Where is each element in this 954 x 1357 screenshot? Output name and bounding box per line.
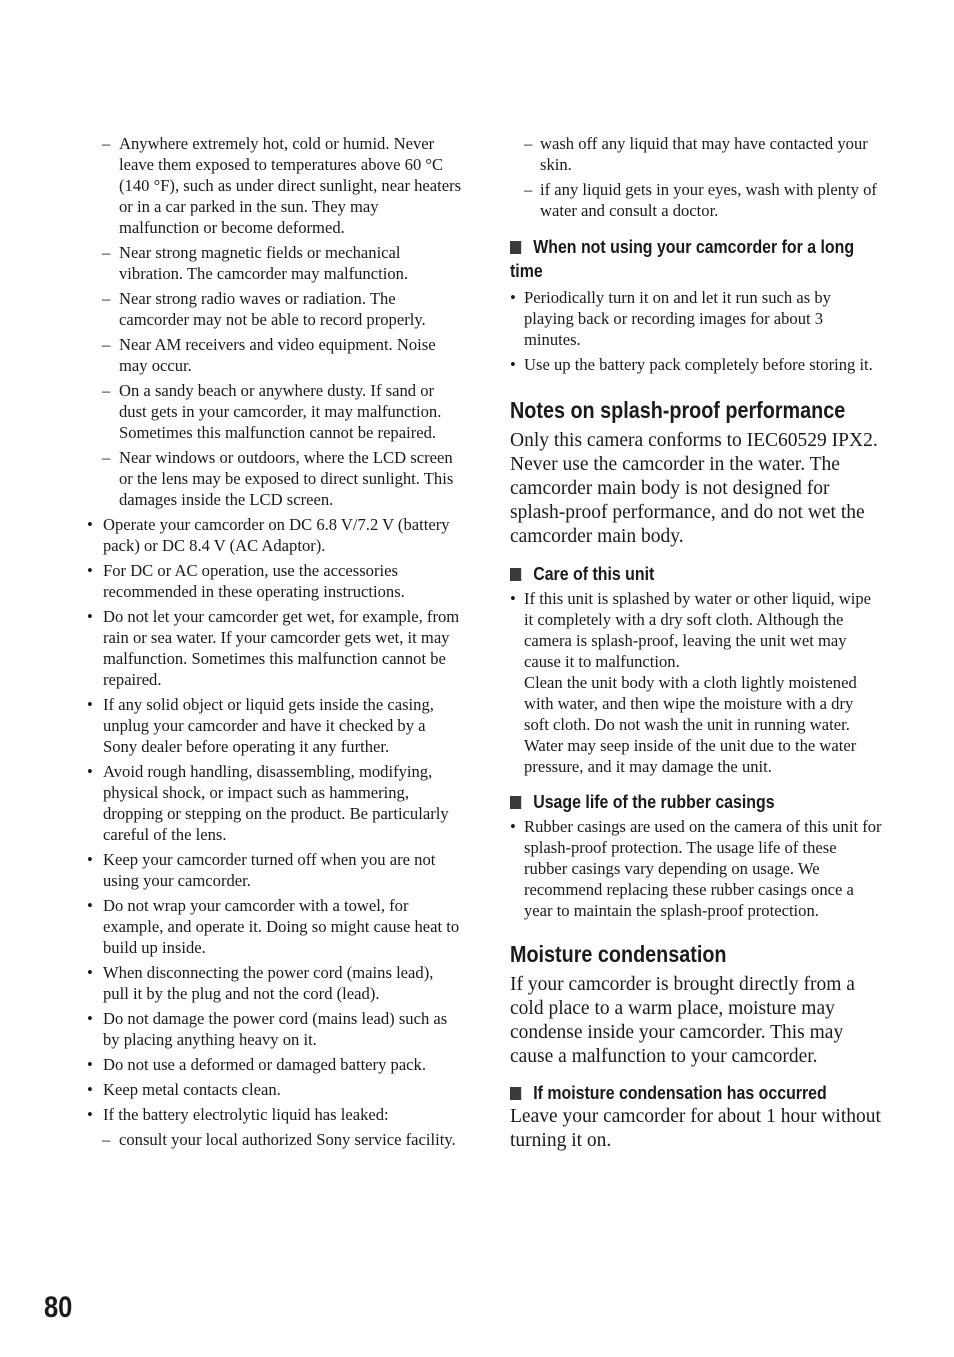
list-item-text: Do not use a deformed or damaged battery pack.	[103, 1055, 426, 1074]
right-column	[510, 133, 882, 1153]
list-item-text: Periodically turn it on and let it run such as by playing back or recording images for about 3 minutes.	[524, 288, 831, 349]
list-marker: •	[510, 355, 516, 374]
list-item	[86, 849, 462, 891]
list-marker: •	[87, 896, 93, 915]
list-item-text: Near strong magnetic fields or mechanical vibration. The camcorder may malfunction.	[119, 243, 409, 283]
list-item-text: Do not wrap your camcorder with a towel, for example, and operate it. Doing so might cause heat to build up inside.	[103, 896, 460, 957]
list-marker: •	[87, 963, 93, 982]
list-item	[510, 179, 882, 221]
list-item-text: Operate your camcorder on DC 6.8 V/7.2 V (battery pack) or DC 8.4 V (AC Adaptor).	[103, 515, 450, 555]
list-item	[510, 287, 882, 350]
list-item	[86, 380, 462, 443]
subheading-text: When not using your camcorder for a long time	[510, 236, 855, 281]
list-item	[86, 334, 462, 376]
moisture-heading: Moisture condensation	[510, 941, 727, 967]
list-item-text: Anywhere extremely hot, cold or humid. Never leave them exposed to temperatures above 60 °C (140 °F), such as under direct sunlight, near heaters or in a car parked in the sun. They may malfunction or become deformed.	[119, 134, 462, 237]
list-marker: •	[87, 607, 93, 626]
list-item	[86, 1008, 462, 1050]
list-item-text: Avoid rough handling, disassembling, modifying, physical shock, or impact such as hammering, dropping or stepping on the product. Be particularly careful of the lens.	[103, 762, 449, 844]
list-item-text: For DC or AC operation, use the accessories recommended in these operating instructions.	[103, 561, 405, 601]
list-marker: •	[510, 288, 516, 307]
list-item-text: consult your local authorized Sony service facility.	[119, 1130, 456, 1149]
list-item-text: wash off any liquid that may have contacted your skin.	[540, 134, 868, 174]
list-marker: –	[102, 448, 111, 467]
list-marker: •	[87, 1055, 93, 1074]
list-marker: –	[524, 180, 533, 199]
list-marker: •	[87, 850, 93, 869]
square-bullet-icon	[510, 241, 521, 254]
list-item-text: Keep your camcorder turned off when you are not using your camcorder.	[103, 850, 436, 890]
list-marker: •	[87, 1009, 93, 1028]
list-item-text: if any liquid gets in your eyes, wash with plenty of water and consult a doctor.	[540, 180, 877, 220]
list-item-text: If any solid object or liquid gets inside the casing, unplug your camcorder and have it checked by a Sony dealer before operating it any further.	[103, 695, 434, 756]
list-item-text: Near AM receivers and video equipment. Noise may occur.	[119, 335, 436, 375]
list-item	[86, 606, 462, 690]
list-item-text: Keep metal contacts clean.	[103, 1080, 281, 1099]
list-marker: –	[102, 243, 111, 262]
list-marker: –	[524, 134, 533, 153]
splash-proof-paragraph: Only this camera conforms to IEC60529 IPX2. Never use the camcorder in the water. The camcorder main body is not designed for splash-proof performance, and do not wet the camcorder main body.	[510, 430, 878, 547]
list-item	[86, 1079, 462, 1100]
list-item	[86, 514, 462, 556]
list-item-text: Do not damage the power cord (mains lead) such as by placing anything heavy on it.	[103, 1009, 448, 1049]
list-marker: •	[87, 561, 93, 580]
rubber-casings-subheading	[510, 790, 881, 814]
list-item	[86, 962, 462, 1004]
list-marker: –	[102, 1130, 111, 1149]
list-marker: •	[87, 1105, 93, 1124]
list-item	[86, 1129, 462, 1150]
list-item	[86, 288, 462, 330]
list-item-text: When disconnecting the power cord (mains lead), pull it by the plug and not the cord (lead).	[103, 963, 434, 1003]
list-item-text: If this unit is splashed by water or other liquid, wipe it completely with a dry soft cloth. Although the camera is splash-proof, leaving the unit wet may cause it to malfunction.	[524, 589, 872, 671]
list-item	[86, 1104, 462, 1125]
page-number: 80	[44, 1291, 73, 1324]
list-item	[86, 761, 462, 845]
list-item-text: Use up the battery pack completely before storing it.	[524, 355, 873, 374]
list-item-text: Rubber casings are used on the camera of this unit for splash-proof protection. The usage life of these rubber casings vary depending on usage. We recommend replacing these rubber casings once a year to maintain the splash-proof protection.	[524, 817, 882, 920]
list-marker: –	[102, 381, 111, 400]
list-item	[86, 694, 462, 757]
list-item	[86, 242, 462, 284]
list-item	[86, 447, 462, 510]
list-item	[510, 816, 882, 921]
list-item	[86, 133, 462, 238]
list-item	[86, 895, 462, 958]
list-item	[86, 1054, 462, 1075]
square-bullet-icon	[510, 568, 521, 581]
list-marker: –	[102, 134, 111, 153]
list-marker: •	[87, 762, 93, 781]
list-item-text: Near strong radio waves or radiation. The camcorder may not be able to record properly.	[119, 289, 426, 329]
long-time-subheading	[510, 235, 881, 283]
list-marker: –	[102, 289, 111, 308]
moisture-paragraph: If your camcorder is brought directly from a cold place to a warm place, moisture may condense inside your camcorder. This may cause a malfunction to your camcorder.	[510, 974, 855, 1067]
square-bullet-icon	[510, 1087, 521, 1100]
list-marker: •	[87, 515, 93, 534]
list-item	[510, 133, 882, 175]
moisture-occurred-paragraph: Leave your camcorder for about 1 hour without turning it on.	[510, 1106, 881, 1151]
list-item-text: Do not let your camcorder get wet, for example, from rain or sea water. If your camcorder gets wet, it may malfunction. Sometimes this malfunction cannot be repaired.	[103, 607, 460, 689]
left-column	[86, 133, 462, 1154]
list-item-text: Clean the unit body with a cloth lightly moistened with water, and then wipe the moisture with a dry soft cloth. Do not wash the unit in running water. Water may seep inside of the unit due to the water pressure, and it may damage the unit.	[524, 673, 857, 776]
list-marker: •	[87, 695, 93, 714]
list-marker: –	[102, 335, 111, 354]
list-item-text: Near windows or outdoors, where the LCD screen or the lens may be exposed to direct sunlight. This damages inside the LCD screen.	[119, 448, 454, 509]
list-item-text: On a sandy beach or anywhere dusty. If sand or dust gets in your camcorder, it may malfunction. Sometimes this malfunction cannot be repaired.	[119, 381, 442, 442]
list-marker: •	[510, 589, 516, 608]
subheading-text: If moisture condensation has occurred	[533, 1082, 827, 1103]
moisture-occurred-subheading	[510, 1081, 881, 1105]
list-item	[510, 588, 882, 777]
subheading-text: Usage life of the rubber casings	[533, 791, 775, 812]
subheading-text: Care of this unit	[533, 563, 655, 584]
list-marker: •	[87, 1080, 93, 1099]
list-item-text: If the battery electrolytic liquid has leaked:	[103, 1105, 389, 1124]
list-marker: •	[510, 817, 516, 836]
splash-proof-heading: Notes on splash-proof performance	[510, 397, 846, 423]
care-subheading	[510, 562, 881, 586]
list-item	[86, 560, 462, 602]
square-bullet-icon	[510, 796, 521, 809]
list-item	[510, 354, 882, 375]
